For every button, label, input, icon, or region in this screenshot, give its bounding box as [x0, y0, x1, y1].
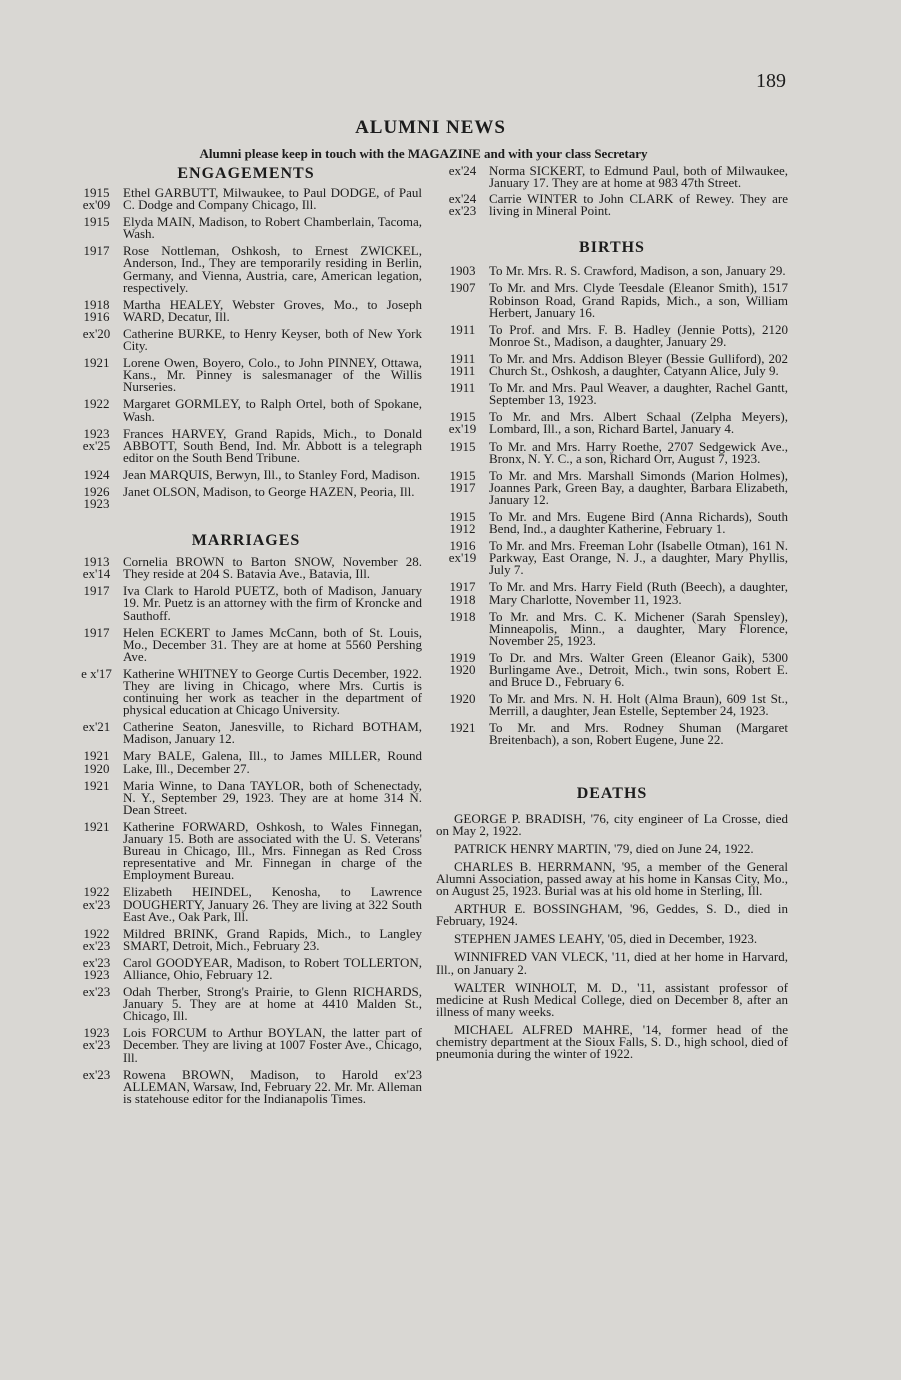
entry-text: Janet OLSON, Madison, to George HAZEN, Peoria, Ill. — [123, 483, 415, 499]
class-years: 1918 1916 — [83, 296, 110, 324]
left-column — [70, 165, 422, 1110]
death-notice: STEPHEN JAMES LEAHY, '05, died in December, 1923. — [454, 931, 758, 947]
entry-row — [70, 1027, 422, 1063]
page-number: 189 — [756, 70, 786, 92]
entry-text: Elizabeth HEINDEL, Kenosha, to Lawrence DOUGHERTY, January 26. They are living at 322 South East Ave., Oak Park, Ill. — [123, 884, 422, 924]
entry-text: To Mr. and Mrs. Albert Schaal (Zelpha Meyers), Lombard, Ill., a son, Richard Bartel, January 4. — [489, 409, 788, 437]
page-subtitle: Alumni please keep in touch with the MAGAZINE and with your class Secretary — [199, 146, 648, 161]
entry-text: Rowena BROWN, Madison, to Harold ex'23 ALLEMAN, Warsaw, Ind, February 22. Mr. Mr. Alleman is statehouse editor for the Indianapolis Times. — [123, 1066, 422, 1106]
class-years: 1915 — [83, 214, 110, 230]
class-years: 1917 — [83, 624, 110, 640]
class-years: ex'24 ex'23 — [448, 191, 477, 219]
class-years: 1922 ex'23 — [82, 925, 111, 953]
births-list — [436, 265, 788, 746]
entry-text: Mildred BRINK, Grand Rapids, Mich., to Langley SMART, Detroit, Mich., February 23. — [123, 925, 422, 953]
entry-row — [70, 624, 422, 664]
class-years: 1921 — [83, 355, 110, 371]
entry-row — [70, 721, 422, 745]
class-years: 1923 ex'25 — [82, 425, 111, 453]
entry-text: Frances HARVEY, Grand Rapids, Mich., to Donald ABBOTT, South Bend, Ind. Mr. Abbott is a telegraph editor on the South Bend Tribune. — [123, 425, 422, 465]
entry-row — [70, 245, 422, 293]
entry-text: To Mr. and Mrs. Paul Weaver, a daughter, Rachel Gantt, September 13, 1923. — [489, 380, 788, 408]
entry-text: Odah Therber, Strong's Prairie, to Glenn RICHARDS, January 5. They are at home at 4410 Malden St., Chicago, Ill. — [123, 984, 422, 1024]
entry-text: Maria Winne, to Dana TAYLOR, both of Schenectady, N. Y., September 29, 1923. They are at home 314 N. Dean Street. — [123, 777, 422, 817]
entry-text: Katherine WHITNEY to George Curtis December, 1922. They are living in Chicago, where Mrs. Curtis is continuing her work as teacher in the department of physical education at Chicago University. — [123, 665, 422, 718]
entry-text: Lorene Owen, Boyero, Colo., to John PINNEY, Ottawa, Kans., Mr. Pinney is salesmanager of the Willis Nurseries. — [123, 355, 422, 395]
entry-text: To Mr. and Mrs. N. H. Holt (Alma Braun), 609 1st St., Merrill, a daughter, Jean Estelle, September 24, 1923. — [489, 691, 788, 719]
entry-text: To Mr. and Mrs. Eugene Bird (Anna Richards), South Bend, Ind., a daughter Katherine, February 1. — [489, 508, 788, 537]
page-title: ALUMNI NEWS — [355, 117, 506, 138]
entry-row — [436, 382, 788, 406]
entry-row — [70, 818, 422, 883]
entry-row — [436, 193, 788, 217]
death-notice: WINNIFRED VAN VLECK, '11, died at her home in Harvard, Ill., on January 2. — [436, 949, 788, 977]
class-years: 1921 — [83, 818, 110, 834]
class-years: 1922 — [83, 396, 110, 412]
class-years: 1917 — [83, 583, 110, 599]
entry-row — [70, 585, 422, 621]
entry-text: Jean MARQUIS, Berwyn, Ill., to Stanley Ford, Madison. — [123, 466, 421, 482]
entry-row — [436, 321, 788, 349]
entry-row — [436, 508, 788, 537]
class-years: ex'24 — [448, 163, 477, 178]
right-column — [436, 165, 788, 1066]
entry-text: Catherine BURKE, to Henry Keyser, both of New York City. — [123, 325, 422, 354]
class-years: e x'17 — [81, 665, 112, 681]
entry-row — [436, 608, 788, 648]
class-years: ex'23 — [82, 1066, 111, 1082]
entry-text: Rose Nottleman, Oshkosh, to Ernest ZWICKEL, Anderson, Ind., They are temporarily residing in Berlin, Germany, and Vienna, Austria, care, American legation, respectively. — [123, 243, 422, 295]
births-heading: BIRTHS — [579, 239, 645, 257]
entry-row — [70, 216, 422, 240]
class-years: ex'23 — [82, 984, 111, 1000]
entry-text: To Mr. and Mrs. C. K. Michener (Sarah Spensley), Minneapolis, Minn., a daughter, Mary Florence, November 25, 1923. — [489, 608, 788, 648]
entry-row — [436, 265, 788, 277]
class-years: 1915 1917 — [449, 467, 476, 495]
entry-text: Elyda MAIN, Madison, to Robert Chamberlain, Tacoma, Wash. — [123, 214, 422, 242]
entry-row — [436, 350, 788, 379]
death-notice: ARTHUR E. BOSSINGHAM, '96, Geddes, S. D., died in February, 1924. — [436, 901, 788, 929]
entry-row — [436, 540, 788, 576]
entry-row — [70, 398, 422, 422]
entry-text: Ethel GARBUTT, Milwaukee, to Paul DODGE, of Paul C. Dodge and Company Chicago, Ill. — [123, 185, 422, 213]
entry-text: To Mr. and Mrs. Addison Bleyer (Bessie Gulliford), 202 Church St., Oshkosh, a daughter, Catyann Alice, July 9. — [489, 350, 788, 379]
entry-row — [70, 483, 422, 512]
entry-row — [70, 954, 422, 982]
entry-row — [70, 886, 422, 922]
class-years: 1923 ex'23 — [82, 1025, 111, 1053]
class-years: 1926 1923 — [83, 483, 110, 512]
entry-text: Mary BALE, Galena, Ill., to James MILLER, Round Lake, Ill., December 27. — [123, 748, 422, 776]
entry-row — [436, 467, 788, 507]
entry-row — [436, 693, 788, 717]
death-notice: GEORGE P. BRADISH, '76, city engineer of La Crosse, died on May 2, 1922. — [436, 810, 788, 838]
entry-text: Catherine Seaton, Janesville, to Richard BOTHAM, Madison, January 12. — [123, 719, 422, 747]
death-notice: PATRICK HENRY MARTIN, '79, died on June 24, 1922. — [454, 840, 754, 856]
entry-row — [436, 282, 788, 318]
deaths-heading: DEATHS — [576, 784, 648, 802]
entry-row — [436, 411, 788, 435]
engagements-heading: ENGAGEMENTS — [177, 165, 315, 182]
class-years: 1919 1920 — [449, 649, 476, 677]
entry-text: To Prof. and Mrs. F. B. Hadley (Jennie Potts), 2120 Monroe St., Madison, a daughter, January 29. — [489, 321, 788, 349]
class-years: 1915 ex'09 — [82, 185, 111, 213]
marriages-list — [70, 556, 422, 1105]
entry-text: Margaret GORMLEY, to Ralph Ortel, both of Spokane, Wash. — [123, 396, 422, 424]
entry-text: Helen ECKERT to James McCann, both of St. Louis, Mo., December 31. They are at home at 5560 Pershing Ave. — [123, 624, 422, 664]
marriages-heading: MARRIAGES — [191, 532, 301, 550]
class-years: 1918 — [449, 608, 476, 624]
class-years: 1924 — [83, 466, 110, 482]
class-years: 1920 — [449, 691, 476, 707]
entry-text: Carol GOODYEAR, Madison, to Robert TOLLERTON, Alliance, Ohio, February 12. — [123, 954, 422, 982]
entry-text: Carrie WINTER to John CLARK of Rewey. They are living in Mineral Point. — [489, 191, 788, 219]
entry-text: Katherine FORWARD, Oshkosh, to Wales Finnegan, January 15. Both are associated with the U. S. Veterans' Bureau in Chicago, Ill., Mrs. Finnegan as Red Cross representative and Mr. Finnegan in charge of the Employment Bureau. — [123, 818, 422, 883]
engagements-list — [70, 187, 422, 510]
class-years: 1917 — [83, 243, 110, 259]
class-years: 1917 1918 — [449, 579, 476, 607]
entry-text: Norma SICKERT, to Edmund Paul, both of Milwaukee, January 17. They are at home at 983 47th Street. — [489, 163, 788, 191]
class-years: 1916 ex'19 — [448, 538, 477, 566]
entry-row — [436, 581, 788, 605]
entry-row — [70, 1066, 422, 1106]
entry-text: Martha HEALEY, Webster Groves, Mo., to Joseph WARD, Decatur, Ill. — [123, 296, 422, 324]
entry-text: To Dr. and Mrs. Walter Green (Eleanor Gaik), 5300 Burlingame Ave., Detroit, Mich., twin sons, Robert E. and Bruce D., February 6. — [489, 649, 788, 690]
entry-row — [70, 425, 422, 465]
deaths-list — [436, 810, 788, 1062]
class-years: 1911 1911 — [449, 350, 476, 379]
class-years: 1915 ex'19 — [448, 409, 477, 437]
entry-row — [70, 325, 422, 354]
entry-text: Iva Clark to Harold PUETZ, both of Madison, January 19. Mr. Puetz is an attorney with the firm of Kroncke and Sauthoff. — [123, 583, 422, 623]
class-years: 1921 — [449, 720, 476, 736]
class-years: ex'21 — [82, 719, 111, 735]
entry-row — [70, 925, 422, 953]
entry-row — [70, 296, 422, 324]
entry-text: To Mr. Mrs. R. S. Crawford, Madison, a son, January 29. — [489, 263, 786, 279]
entry-row — [70, 777, 422, 817]
entry-row — [70, 986, 422, 1022]
class-years: 1915 — [449, 438, 476, 454]
entry-text: To Mr. and Mrs. Harry Roethe, 2707 Sedgewick Ave., Bronx, N. Y. C., a son, Richard Orr, August 7, 1923. — [489, 438, 788, 466]
entry-row — [436, 165, 788, 189]
entry-row — [70, 187, 422, 211]
marriages-continued-list — [436, 165, 788, 217]
entry-row — [436, 649, 788, 690]
class-years: ex'20 — [82, 325, 111, 341]
entry-row — [70, 357, 422, 393]
death-notice: CHARLES B. HERRMANN, '95, a member of the General Alumni Association, passed away at his home in Kansas City, Mo., on August 25, 1923. Burial was at his old home in Sterling, Ill. — [436, 858, 788, 899]
class-years: 1911 — [449, 380, 476, 396]
death-notice: WALTER WINHOLT, M. D., '11, assistant professor of medicine at Rush Medical College, died on December 8, after an illness of many weeks. — [436, 979, 788, 1019]
entry-row — [436, 722, 788, 746]
class-years: 1911 — [449, 321, 476, 337]
entry-text: To Mr. and Mrs. Harry Field (Ruth (Beech), a daughter, Mary Charlotte, November 11, 1923. — [489, 579, 788, 607]
entry-row — [70, 466, 422, 482]
class-years: ex'23 1923 — [82, 954, 111, 982]
class-years: 1915 1912 — [449, 508, 476, 537]
class-years: 1922 ex'23 — [82, 884, 111, 912]
class-years: 1921 1920 — [83, 748, 110, 776]
entry-text: To Mr. and Mrs. Freeman Lohr (Isabelle Otman), 161 N. Parkway, East Orange, N. J., a daughter, Mary Phyllis, July 7. — [489, 538, 788, 578]
entry-text: To Mr. and Mrs. Marshall Simonds (Marion Holmes), Joannes Park, Green Bay, a daughter, Barbara Elizabeth, January 12. — [489, 467, 788, 507]
entry-row — [70, 665, 422, 718]
class-years: 1921 — [83, 777, 110, 793]
class-years: 1907 — [449, 280, 476, 296]
entry-row — [70, 750, 422, 774]
entry-text: To Mr. and Mrs. Rodney Shuman (Margaret Breitenbach), a son, Robert Eugene, June 22. — [489, 720, 788, 748]
entry-text: Lois FORCUM to Arthur BOYLAN, the latter part of December. They are living at 1007 Foster Ave., Chicago, Ill. — [123, 1025, 422, 1065]
entry-text: To Mr. and Mrs. Clyde Teesdale (Eleanor Smith), 1517 Robinson Road, Grand Rapids, Mich., a son, William Herbert, January 16. — [489, 280, 788, 320]
class-years: 1913 ex'14 — [82, 554, 111, 582]
death-notice: MICHAEL ALFRED MAHRE, '14, former head of the chemistry department at the Sioux Falls, S. D., high school, died of pneumonia during the winter of 1922. — [436, 1021, 788, 1062]
entry-text: Cornelia BROWN to Barton SNOW, November 28. They reside at 204 S. Batavia Ave., Batavia, Ill. — [123, 554, 422, 582]
class-years: 1903 — [449, 263, 476, 279]
entry-row — [436, 438, 788, 466]
entry-row — [70, 556, 422, 580]
